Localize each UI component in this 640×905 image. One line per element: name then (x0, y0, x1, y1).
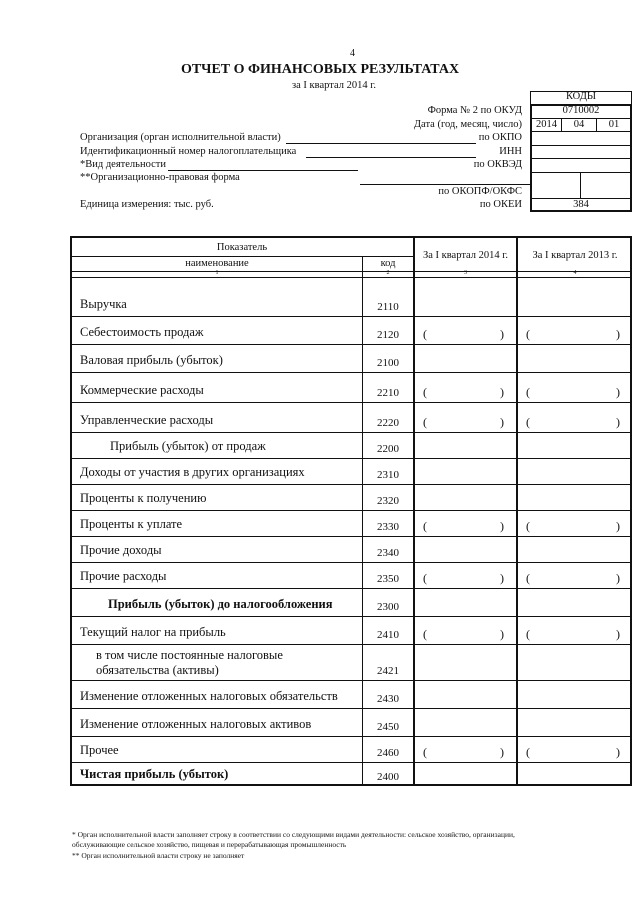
okopf-label: по ОКОПФ/ОКФС (438, 186, 522, 197)
open-paren: ( (526, 327, 530, 341)
value-cell-2014[interactable] (415, 433, 516, 458)
col-indicator: Показатель (216, 242, 268, 253)
open-paren: ( (526, 385, 530, 399)
row-code: 2421 (377, 665, 399, 677)
col-name: наименование (185, 258, 249, 269)
row-label: Проценты к получению (80, 491, 207, 505)
inn-left-label: Идентификационный номер налогоплательщика (80, 146, 297, 157)
row-label: Валовая прибыль (убыток) (80, 353, 223, 367)
inn-field[interactable] (306, 157, 476, 158)
row-code: 2410 (377, 629, 399, 641)
period: за I квартал 2014 г. (292, 80, 376, 91)
value-cell-2014[interactable] (415, 763, 516, 786)
close-paren: ) (616, 745, 620, 759)
value-cell-2013[interactable] (518, 373, 632, 402)
value-cell-2013[interactable] (518, 345, 632, 372)
okei-code: 384 (573, 199, 589, 210)
legal-form-field[interactable] (360, 184, 530, 185)
value-cell-2013[interactable] (518, 511, 632, 536)
open-paren: ( (423, 327, 427, 341)
open-paren: ( (423, 745, 427, 759)
row-label: Прочие расходы (80, 569, 167, 583)
org-label: Организация (орган исполнительной власти) (80, 132, 281, 143)
date-day: 01 (608, 119, 620, 130)
row-label: Чистая прибыль (убыток) (80, 767, 229, 781)
row-code: 2450 (377, 721, 399, 733)
row-code: 2100 (377, 357, 399, 369)
col-num-1: 1 (215, 270, 219, 276)
row-label: Прочие доходы (80, 543, 162, 557)
row-label: Изменение отложенных налоговых активов (80, 717, 312, 731)
row-label: Доходы от участия в других организациях (80, 465, 305, 479)
value-cell-2013[interactable] (518, 563, 632, 588)
open-paren: ( (423, 571, 427, 585)
row-code: 2310 (377, 469, 399, 481)
page-title: ОТЧЕТ О ФИНАНСОВЫХ РЕЗУЛЬТАТАХ (180, 62, 460, 77)
open-paren: ( (423, 519, 427, 533)
row-code: 2320 (377, 495, 399, 507)
value-cell-2013[interactable] (518, 537, 632, 562)
value-cell-2014[interactable] (415, 459, 516, 484)
close-paren: ) (616, 415, 620, 429)
col-num-3: 3 (464, 270, 467, 276)
close-paren: ) (616, 627, 620, 641)
row-code: 2220 (377, 417, 399, 429)
close-paren: ) (500, 627, 504, 641)
open-paren: ( (423, 415, 427, 429)
row-code: 2460 (377, 747, 399, 759)
close-paren: ) (500, 519, 504, 533)
row-label: Прибыль (убыток) от продаж (110, 439, 266, 453)
row-label: Прочее (80, 743, 119, 757)
row-label: Изменение отложенных налоговых обязательств (80, 689, 338, 703)
value-cell-2013[interactable] (518, 763, 632, 786)
row-label: в том числе постоянные налоговые (96, 648, 283, 662)
row-code: 2200 (377, 443, 399, 455)
inn-label: ИНН (499, 146, 522, 157)
row-code: 2210 (377, 387, 399, 399)
footnote-1: * Орган исполнительной власти заполняет строку в соответствии со следующими видами деятельности: сельское хозяйство, организации, (72, 830, 515, 839)
open-paren: ( (526, 571, 530, 585)
okei-label: по ОКЕИ (479, 199, 522, 210)
value-cell-2014[interactable] (415, 278, 516, 316)
row-label: Себестоимость продаж (80, 325, 204, 339)
value-cell-2013[interactable] (518, 433, 632, 458)
open-paren: ( (423, 385, 427, 399)
open-paren: ( (526, 415, 530, 429)
open-paren: ( (423, 627, 427, 641)
row-label: Управленческие расходы (80, 413, 214, 427)
col-code: код (380, 258, 396, 269)
col-num-2: 2 (386, 270, 390, 276)
row-code: 2110 (377, 301, 399, 313)
value-cell-2014[interactable] (415, 485, 516, 510)
codes-header: КОДЫ (565, 91, 597, 102)
legal-form-label: **Организационно-правовая форма (80, 172, 240, 183)
value-cell-2014[interactable] (415, 345, 516, 372)
unit-label: Единица измерения: тыс. руб. (80, 199, 214, 210)
value-cell-2013[interactable] (518, 459, 632, 484)
row-label-line2: обязательства (активы) (96, 663, 219, 677)
footnote-2: ** Орган исполнительной власти строку не заполняет (72, 851, 245, 860)
value-cell-2013[interactable] (518, 617, 632, 644)
date-month: 04 (573, 119, 585, 130)
value-cell-2014[interactable] (415, 681, 516, 708)
form-code: 0710002 (562, 105, 600, 116)
close-paren: ) (500, 385, 504, 399)
value-cell-2014[interactable] (415, 589, 516, 616)
col-q2013: За I квартал 2013 г. (532, 250, 618, 261)
value-cell-2013[interactable] (518, 737, 632, 762)
value-cell-2014[interactable] (415, 709, 516, 736)
row-label: Текущий налог на прибыль (80, 625, 226, 639)
open-paren: ( (526, 519, 530, 533)
close-paren: ) (616, 519, 620, 533)
row-code: 2300 (377, 601, 399, 613)
row-label: Проценты к уплате (80, 517, 183, 531)
open-paren: ( (526, 627, 530, 641)
value-cell-2013[interactable] (518, 485, 632, 510)
date-label: Дата (год, месяц, число) (413, 119, 522, 130)
value-cell-2013[interactable] (518, 681, 632, 708)
row-code: 2400 (377, 771, 399, 783)
footnote-1b: обслуживающие сельское хозяйство, пищевая и перерабатывающая промышленность (72, 840, 347, 849)
value-cell-2013[interactable] (518, 317, 632, 344)
value-cell-2013[interactable] (518, 403, 632, 432)
close-paren: ) (500, 571, 504, 585)
value-cell-2013[interactable] (518, 589, 632, 616)
date-year: 2014 (536, 119, 557, 130)
okpo-label: по ОКПО (478, 132, 522, 143)
activity-label: *Вид деятельности (80, 159, 166, 170)
close-paren: ) (500, 327, 504, 341)
row-label: Выручка (80, 297, 127, 311)
page-number: 4 (350, 48, 355, 59)
activity-field[interactable] (168, 170, 358, 171)
col-q2014: За I квартал 2014 г. (422, 250, 509, 261)
row-code: 2340 (377, 547, 399, 559)
value-cell-2013[interactable] (518, 278, 632, 316)
row-code: 2350 (377, 573, 399, 585)
row-code: 2120 (377, 329, 399, 341)
row-code: 2430 (377, 693, 399, 705)
okved-label: по ОКВЭД (473, 159, 522, 170)
value-cell-2013[interactable] (518, 645, 632, 680)
close-paren: ) (500, 415, 504, 429)
row-label: Коммерческие расходы (80, 383, 204, 397)
close-paren: ) (500, 745, 504, 759)
row-label: Прибыль (убыток) до налогообложения (108, 597, 333, 611)
form-label: Форма № 2 по ОКУД (427, 105, 522, 116)
col-num-4: 4 (573, 270, 577, 276)
value-cell-2014[interactable] (415, 537, 516, 562)
value-cell-2014[interactable] (415, 645, 516, 680)
value-cell-2013[interactable] (518, 709, 632, 736)
open-paren: ( (526, 745, 530, 759)
close-paren: ) (616, 327, 620, 341)
close-paren: ) (616, 385, 620, 399)
row-code: 2330 (377, 521, 399, 533)
org-field[interactable] (286, 143, 476, 144)
close-paren: ) (616, 571, 620, 585)
